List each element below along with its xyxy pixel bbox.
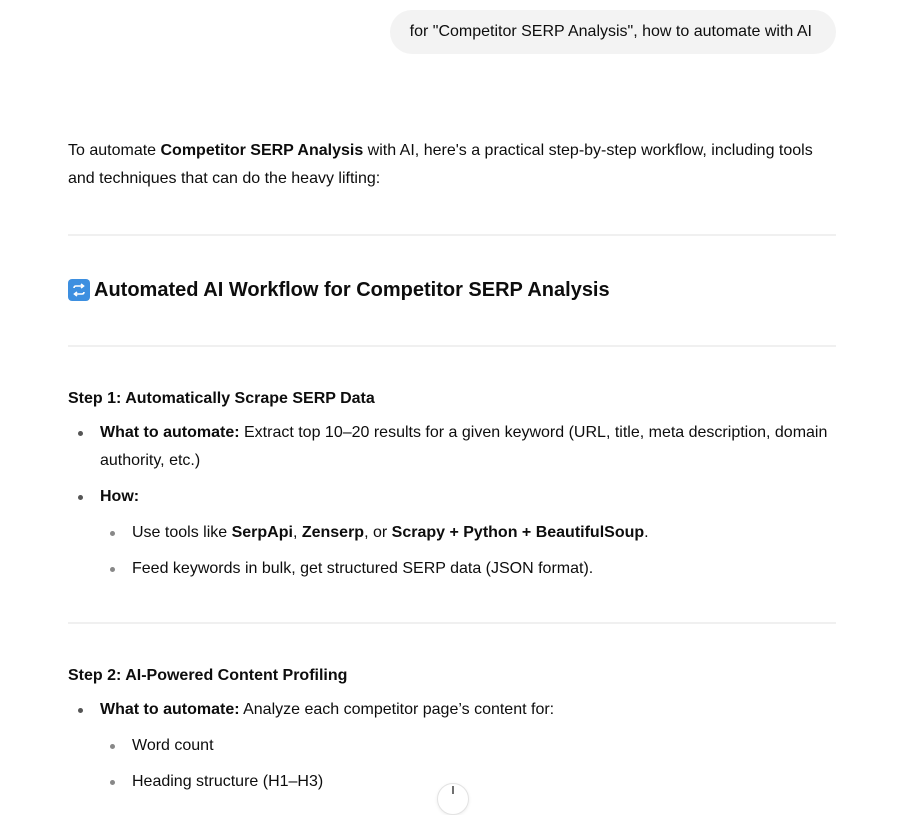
step1-how-label: How:	[100, 488, 140, 505]
text: .	[644, 524, 649, 541]
intro-bold: Competitor SERP Analysis	[160, 142, 364, 159]
user-message-text: for "Competitor SERP Analysis", how to automate with AI	[409, 23, 812, 40]
list-item	[100, 732, 836, 760]
step1-title: Step 1: Automatically Scrape SERP Data	[68, 390, 375, 407]
text: Word count	[132, 737, 214, 754]
tool-zenserp: Zenserp	[301, 524, 365, 541]
divider	[68, 622, 836, 624]
text: Heading structure (H1–H3)	[132, 773, 324, 790]
intro-paragraph	[68, 137, 836, 193]
section-heading-text: Automated AI Workflow for Competitor SERP Analysis	[94, 278, 610, 301]
repeat-icon	[68, 279, 90, 301]
text: , or	[364, 524, 392, 541]
intro-prefix: To automate	[68, 142, 161, 159]
list-item	[68, 483, 836, 583]
section-heading	[68, 274, 610, 306]
list-item	[68, 696, 836, 796]
step1-sub-list	[100, 519, 836, 583]
step1-what-label: What to automate:	[100, 424, 240, 441]
text: Feed keywords in bulk, get structured SERP data (JSON format).	[132, 560, 594, 577]
step1-list	[68, 419, 836, 591]
list-item	[100, 768, 836, 796]
divider	[68, 345, 836, 347]
tool-serpapi: SerpApi	[231, 524, 293, 541]
step2-what-label: What to automate:	[100, 701, 240, 718]
scroll-down-button[interactable]	[437, 783, 469, 815]
text: Use tools like	[132, 524, 232, 541]
step2-sub-list	[100, 732, 836, 796]
step2-title: Step 2: AI-Powered Content Profiling	[68, 667, 348, 684]
step2-what-text: Analyze each competitor page’s content for:	[239, 701, 555, 718]
intro-suffix: with AI, here's a practical step-by-step workflow, including tools and techniques that can do the heavy lifting:	[68, 142, 813, 187]
divider	[68, 234, 836, 236]
arrow-down-icon	[447, 784, 459, 796]
text: ,	[292, 524, 302, 541]
step1-what-text: Extract top 10–20 results for a given keyword (URL, title, meta description, domain authority, etc.)	[100, 424, 828, 469]
user-message-bubble	[390, 10, 836, 54]
list-item	[100, 555, 836, 583]
tool-scrapy: Scrapy + Python + BeautifulSoup	[391, 524, 645, 541]
list-item	[100, 519, 836, 547]
list-item	[68, 419, 836, 475]
